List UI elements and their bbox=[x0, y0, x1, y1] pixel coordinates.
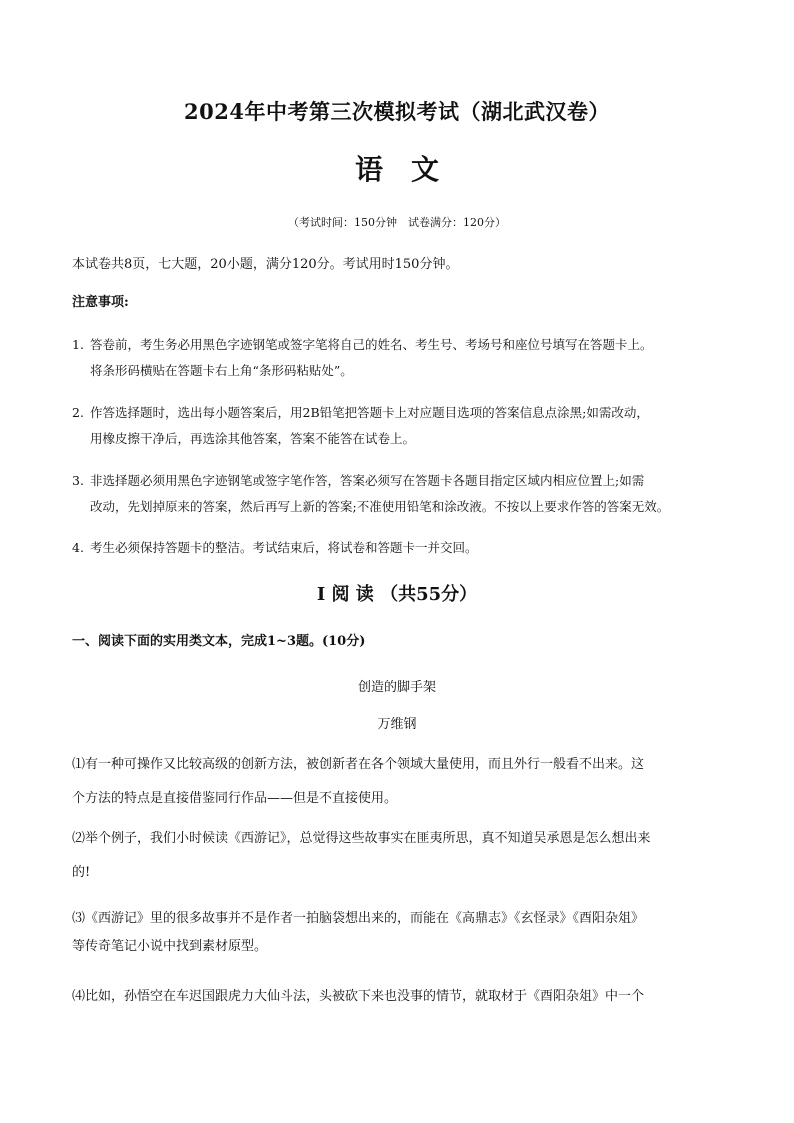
note-number: 2. bbox=[72, 405, 84, 420]
notes-heading: 注意事项: bbox=[72, 295, 129, 310]
note-line: 将条形码横贴在答题卡右上角“条形码粘贴处”。 bbox=[90, 363, 353, 378]
article-title: 创造的脚手架 bbox=[357, 680, 436, 695]
article-author: 万维钢 bbox=[377, 717, 417, 732]
question-heading: 一、阅读下面的实用类文本，完成1~3题。(10分) bbox=[72, 634, 366, 649]
note-line: 用橡皮擦干净后，再选涂其他答案，答案不能答在试卷上。 bbox=[90, 431, 416, 446]
note-line: 答卷前，考生务必用黑色字迹钢笔或签字笔将自己的姓名、考生号、考场号和座位号填写在答题卡上。 bbox=[90, 337, 653, 352]
paragraph-line: ⑴有一种可操作又比较高级的创新方法，被创新者在各个领域大量使用，而且外行一般看不出来。这 bbox=[72, 757, 645, 772]
paragraph-line: ⑶《西游记》里的很多故事并不是作者一拍脑袋想出来的，而能在《高鼎志》《玄怪录》《酉阳杂俎》 bbox=[72, 911, 645, 926]
note-line: 作答选择题时，选出每小题答案后，用2B铅笔把答题卡上对应题目选项的答案信息点涂黑;如需改动， bbox=[90, 405, 649, 420]
note-line: 考生必须保持答题卡的整洁。考试结束后，将试卷和答题卡一并交回。 bbox=[90, 540, 478, 555]
note-line: 改动，先划掉原来的答案，然后再写上新的答案;不准使用铅笔和涂改液。不按以上要求作答的答案无效。 bbox=[90, 499, 670, 514]
paragraph-line: ⑵举个例子，我们小时候读《西游记》，总觉得这些故事实在匪夷所思，真不知道吴承恩是怎么想出来 bbox=[72, 831, 651, 846]
note-line: 非选择题必须用黑色字迹钢笔或签字笔作答，答案必须写在答题卡各题目指定区域内相应位置上;如需 bbox=[90, 473, 645, 488]
section-title: I 阅 读 （共55分） bbox=[316, 584, 478, 605]
note-number: 4. bbox=[72, 540, 84, 555]
exam-title: 2024年中考第三次模拟考试（湖北武汉卷） bbox=[184, 99, 610, 124]
note-number: 1. bbox=[72, 337, 84, 352]
note-number: 3. bbox=[72, 473, 84, 488]
subject-title: 语文 bbox=[354, 153, 467, 186]
exam-intro: 本试卷共8页，七大题，20小题，满分120分。考试用时150分钟。 bbox=[72, 257, 459, 272]
paragraph-line: 的! bbox=[72, 865, 91, 880]
exam-meta: （考试时间：150分钟 试卷满分：120分） bbox=[288, 216, 506, 229]
paragraph-line: ⑷比如，孙悟空在车迟国跟虎力大仙斗法，头被砍下来也没事的情节，就取材于《酉阳杂俎》中一个 bbox=[72, 989, 645, 1004]
paragraph-line: 等传奇笔记小说中找到素材原型。 bbox=[72, 939, 268, 954]
paragraph-line: 个方法的特点是直接借鉴同行作品——但是不直接使用。 bbox=[72, 791, 398, 806]
